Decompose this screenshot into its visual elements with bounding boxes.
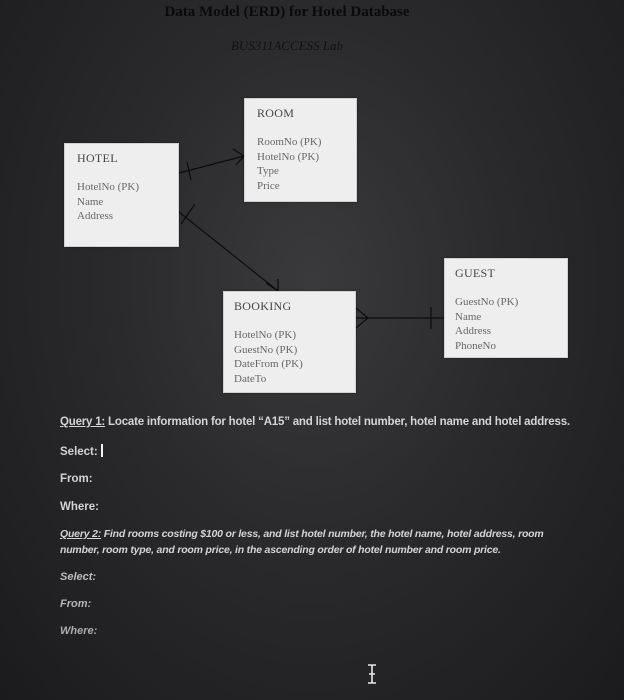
hotel-entity <box>64 143 179 247</box>
guest-entity <box>444 258 568 358</box>
query-1-where-line[interactable] <box>60 501 99 513</box>
room-attribute: RoomNo (PK) <box>257 136 322 148</box>
query-1-select-label: Select: <box>60 446 98 458</box>
page-title: Data Model (ERD) for Hotel Database <box>164 4 410 20</box>
query-2-where-label: Where: <box>60 625 98 637</box>
text-cursor-ibeam-icon <box>366 664 378 684</box>
query-1-select-line[interactable] <box>60 444 103 458</box>
booking-attributes <box>234 328 303 386</box>
query-2-where-line[interactable] <box>60 625 97 637</box>
hotel-attribute: HotelNo (PK) <box>77 181 140 193</box>
query-1-statement <box>60 416 570 428</box>
room-attribute: HotelNo (PK) <box>257 150 320 163</box>
booking-crows-foot-hotel <box>266 279 278 291</box>
booking-attribute: DateTo <box>234 372 267 385</box>
guest-attribute: Address <box>455 325 492 337</box>
query-2-statement-line-2: number, room type, and room price, in the ascending order of hotel number and room price. <box>60 544 501 556</box>
query-2-select-label: Select: <box>60 571 97 583</box>
room-entity-name: ROOM <box>257 106 295 120</box>
room-entity <box>244 98 357 202</box>
room-attribute: Price <box>257 179 280 192</box>
query-1-from-line[interactable] <box>60 473 93 485</box>
guest-attribute: PhoneNo <box>455 339 496 352</box>
query-2-from-line[interactable] <box>60 598 91 610</box>
query-1-where-label: Where: <box>60 501 99 513</box>
query-2-statement-line-1 <box>60 528 544 540</box>
guest-attributes <box>455 295 518 353</box>
hotel-attribute: Name <box>77 195 104 208</box>
query-1-label: Query 1: <box>60 416 106 428</box>
booking-entity-name: BOOKING <box>234 299 292 313</box>
query-2-label: Query 2: <box>60 528 101 540</box>
query-2-text-line-1: Find rooms costing $100 or less, and list hotel number, the hotel name, hotel address, room <box>101 528 544 540</box>
guest-attribute: GuestNo (PK) <box>455 296 519 308</box>
query-2-select-line[interactable] <box>60 571 96 583</box>
hotel-booking-line <box>179 212 278 291</box>
room-attribute: Type <box>257 165 279 177</box>
hotel-booking-bar <box>181 204 195 224</box>
query-2-from-label: From: <box>60 598 92 610</box>
guest-entity-name: GUEST <box>455 266 496 280</box>
hotel-entity-name: HOTEL <box>77 151 118 165</box>
booking-attribute: DateFrom (PK) <box>234 358 303 370</box>
hotel-attribute: Address <box>77 210 114 222</box>
query-1-from-label: From: <box>60 473 93 485</box>
guest-attribute: Name <box>455 310 482 323</box>
query-1-text: Locate information for hotel “A15” and list hotel number, hotel name and hotel address. <box>105 416 570 428</box>
booking-attribute: HotelNo (PK) <box>234 329 297 341</box>
hotel-attributes <box>77 180 139 224</box>
text-caret-icon <box>101 444 103 457</box>
page-subtitle: BUS311ACCESS Lab <box>230 38 344 53</box>
room-attributes <box>257 135 321 193</box>
booking-attribute: GuestNo (PK) <box>234 343 298 356</box>
booking-entity <box>223 291 356 393</box>
